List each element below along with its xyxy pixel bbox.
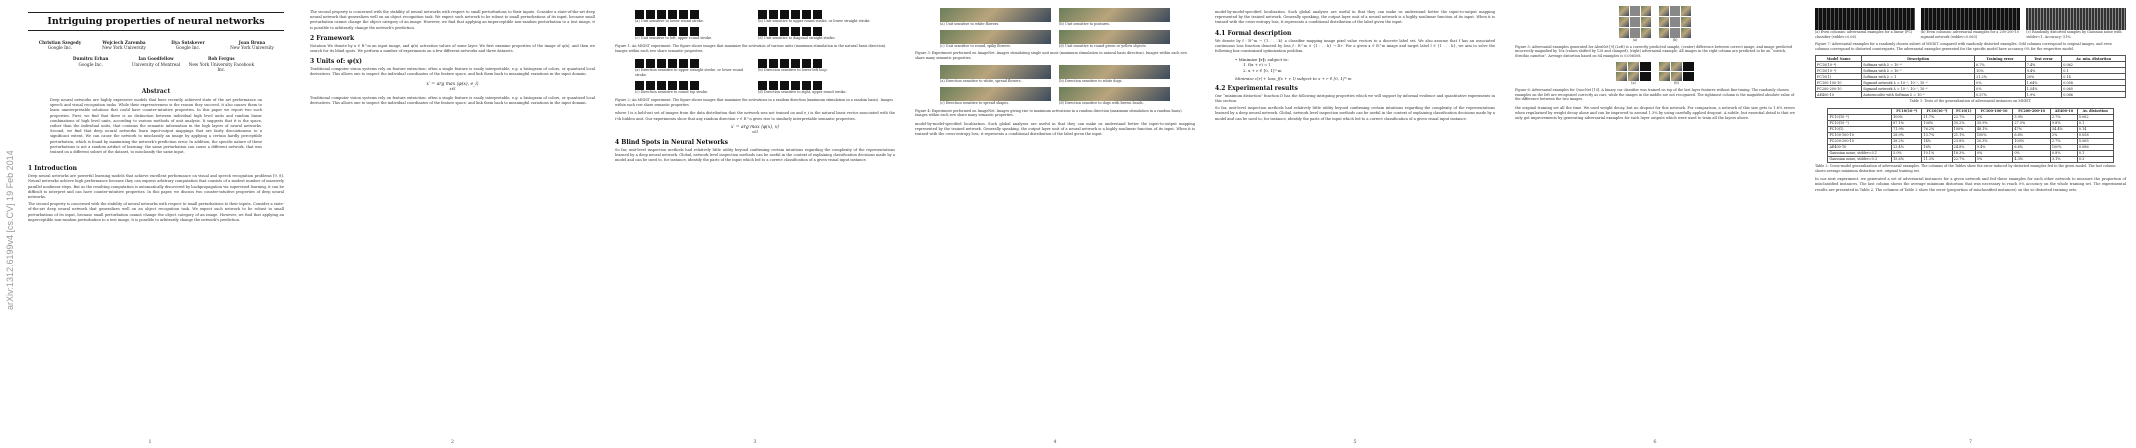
table-cell: Sigmoid network λ = 10⁻⁵, 10⁻⁵, 10⁻⁶ [1862, 86, 1975, 92]
body-text: Our “minimum distortion” function D has the following intriguing properties which we will support by informal evidence and quantitative experiments in this section. [1215, 93, 1495, 104]
image-grid [1616, 62, 1651, 81]
digit-row [758, 10, 875, 19]
table-cell: 0.086 [2077, 144, 2113, 150]
subcaption: (a) [1631, 81, 1636, 86]
table-cell: 1.54% [2025, 86, 2062, 92]
table-cell: FC10(10⁻²) [1828, 120, 1892, 126]
abstract-heading: Abstract [141, 88, 171, 96]
page-7 [1805, 0, 2136, 448]
table-cell: FC100-100-10 [1816, 80, 1862, 86]
column-header: Training error [1975, 56, 2026, 62]
digit-row [635, 27, 752, 36]
image-grid [1619, 6, 1651, 38]
table-cell: 9.4% [2025, 68, 2062, 74]
section-heading: 3 Units of: φ(x) [310, 58, 362, 66]
body-text: So far, unit-level inspection methods had relatively little utility beyond confirming certain intuitions regarding the complexity of the representations learned by a deep neural network. Global, network level inspection methods can be useful in the context of explaining classification decisions made by a model and can be used to, for instance, identify the parts of the input which led to a correct classification of a given visual input instance. [615, 147, 895, 163]
image-grid [940, 65, 1051, 79]
subcaption: (a) Direction sensitive to upper straight stroke, or lower round stroke. [635, 68, 744, 77]
column-header: FC200-200-10 [2013, 108, 2051, 114]
table-cell: 100% [1952, 126, 1975, 132]
table-cell: 0% [1975, 80, 2026, 86]
figure-6 [1515, 62, 1795, 86]
table-cell: 6.6% [2013, 144, 2051, 150]
table-cell: FC10(10⁻⁴) [1828, 114, 1892, 120]
column-header: FC10(1) [1952, 108, 1975, 114]
table-cell: 21.1% [1952, 132, 1975, 138]
image-grid [940, 30, 1051, 44]
figure-caption: Figure 2: An MNIST experiment. The figure shows images that maximize the activations in a random direction (maximum stimulation in a random basis). Images within each row share semantic properties. [615, 98, 893, 107]
figure-caption: Figure 5: Adversarial examples generated for AlexNet [9].(Left) is a correctly predicted sample, (center) difference between correct image, and image predicted incorrectly magnified by 10x (values shifted by 128 and clamped), (right) adversarial example. All images in the right column are predicted to be an “ostrich, Struthio camelus”. Average distortion based on 64 examples is 0.006508. [1515, 44, 1793, 58]
table-cell: 16% [1922, 144, 1952, 150]
table-cell: 71.9% [1892, 126, 1922, 132]
page-number: 6 [1653, 439, 1657, 445]
optimization-problem: • Minimize ‖r‖₂ subject to: 1. f(x + r) = l 2. x + r ∈ [0, 1]^m [1235, 57, 1289, 73]
table-cell: 100% [2013, 138, 2051, 144]
table-cell: AE400-10 [1828, 144, 1892, 150]
subcaption: (b) Direction sensitive to white dogs. [1059, 79, 1123, 84]
table-cell: AE400-10 [1816, 92, 1862, 98]
digit-row [635, 10, 752, 19]
table-cell: 47% [2013, 126, 2051, 132]
subcaption: (a) Unit sensitive to lower round stroke. [635, 19, 704, 23]
subcaption: (d) Direction sensitive to dogs with brown heads. [1059, 100, 1144, 105]
table-row [1828, 156, 2113, 162]
table-cell: 0.3 [2077, 156, 2113, 162]
table-cell: 0% [1975, 86, 2026, 92]
subcaption: (b) [1674, 81, 1679, 86]
table-cell: 0.058 [2062, 80, 2126, 86]
image-grid [1659, 62, 1694, 81]
table-cell: 20.3% [1975, 138, 2013, 144]
page-number: 7 [1968, 439, 1973, 445]
table-cell: 3.1% [2050, 156, 2077, 162]
subcaption: (c) Direction sensitive to spread shapes. [940, 100, 1010, 105]
table-cell: 28.9% [1892, 132, 1922, 138]
abstract-text: Deep neural networks are highly expressive models that have recently achieved state of the art performance on speech and visual recognition tasks. While their expressiveness is the reason they succeed, it also causes them to learn uninterpretable solutions that could have counter-intuitive properties. In this paper we report two such properties. First, we find that there is no distinction between individual high level units and random linear combinations of high level units, according to various methods of unit analysis. It suggests that it is the space, rather than the individual units, that contains the semantic information in the high layers of neural networks. Second, we find that deep neural networks learn input-output mappings that are fairly discontinuous to a significant extent. We can cause the network to misclassify an image by applying a certain hardly perceptible perturbation, which is found by maximizing the network's prediction error. In addition, the specific nature of these perturbations is not a random artifact of learning: the same perturbation can cause a different network, that was trained on a different subset of the dataset, to misclassify the same input. [50, 98, 262, 155]
table-cell: 3.9% [2013, 114, 2051, 120]
table-cell: 0.8% [2050, 150, 2077, 156]
table-2-body [1828, 114, 2113, 162]
column-header: Test error [2025, 56, 2062, 62]
subcaption: (b) Unit sensitive to upper round stroke, or lower straight stroke. [758, 19, 871, 23]
table-cell: 0.062 [2077, 114, 2113, 120]
digit-row [635, 81, 752, 90]
digit-grid [2026, 8, 2126, 30]
table-row [1816, 92, 2126, 98]
table-cell: 27.3% [2013, 120, 2051, 126]
body-text: So far, unit-level inspection methods had relatively little utility beyond confirming certain intuitions regarding the complexity of the representations learned by a deep neural network. Global, network level inspection methods can be useful in the context of explaining classification decisions made by a model and can be used to, for instance, identify the parts of the input which led to a correct classification of a given visual input instance. [1215, 106, 1495, 121]
figure-3 [915, 8, 1195, 48]
author: Ian Goodfellow University of Montreal [131, 56, 181, 67]
table-cell: Sigmoid network λ = 10⁻⁵, 10⁻⁵, 10⁻⁶ [1862, 80, 1975, 86]
table-cell: Gaussian noise, stddev=0.3 [1828, 156, 1892, 162]
author-block-2 [58, 56, 254, 72]
table-cell: 0% [2013, 150, 2051, 156]
figure-2 [615, 59, 895, 94]
table-cell: Autoencoder with Softmax λ = 10⁻⁶ [1862, 92, 1975, 98]
table-cell: FC100-100-10 [1828, 132, 1892, 138]
table-cell: 100% [1892, 114, 1922, 120]
table-2 [1827, 108, 2113, 163]
table-cell: 22.7% [1952, 114, 1975, 120]
table-cell: FC200-200-10 [1828, 138, 1892, 144]
page-4 [905, 0, 1206, 448]
subcaption: (b) Even columns: adversarial examples for a 200-200-10 sigmoid network (stddev=0.063) [1920, 30, 2020, 39]
image-grid [940, 87, 1051, 101]
image-grid [1059, 30, 1170, 44]
table-cell: 20% [2025, 74, 2062, 80]
subcaption: (d) Unit sensitive to diagonal straight stroke. [758, 35, 836, 40]
table-cell: FC10(10⁻²) [1816, 68, 1862, 74]
subcaption: (c) Unit sensitive to round, spiky flowers. [940, 43, 1011, 48]
body-text: We denote by f : R^m → {1 . . . k} a classifier mapping image pixel value vectors to a discrete label set. We also assume that f has an associated continuous loss function denoted by loss_f : R^m × {1 . . . k} → R+. For a given x ∈ R^m image and target label l ∈ {1 . . . k}, we aim to solve the following box-constrained optimization problem. [1215, 38, 1495, 54]
column-header: Av. distortion [2077, 108, 2113, 114]
table-cell: 0.1 [2062, 68, 2126, 74]
author: Wojciech Zaremba New York University [102, 40, 146, 51]
table-cell: 0% [1975, 150, 2013, 156]
table-cell: 1.9% [2025, 92, 2062, 98]
figure-4 [915, 65, 1195, 105]
paper-title: Intriguing properties of neural networks [47, 16, 265, 27]
subcaption: (d) Unit sensitive to round green or yellow objects. [1059, 43, 1147, 48]
figure-7 [1815, 8, 2126, 39]
table-cell: 0.14 [2077, 126, 2113, 132]
equation: x′ = arg max ⟨φ(x), e_i⟩ x∈I [426, 81, 479, 91]
intro-text-2: The second property is concerned with the stability of neural networks with respect to small perturbations to their inputs. Consider a state-of-the-art deep neural network that generalizes well on an object recognition task. We expect such network to be robust to small perturbations of its input, because small perturbation cannot change the object category of an image. However, we find that applying an imperceptible non-random perturbation to a test image, it is possible to arbitrarily change the network's prediction. [28, 202, 284, 222]
column-header: Description [1862, 56, 1975, 62]
digit-row [635, 59, 752, 68]
table-cell: 15.6% [1892, 156, 1922, 162]
digit-grid [1815, 8, 1915, 30]
table-cell: 1.64% [2025, 80, 2062, 86]
figure-caption: Figure 4: Experiment performed on ImageNet. Images giving rise to maximum activations in a random direction (maximum stimulation in a random basis). Images within each row share many semantic properties. [915, 108, 1183, 118]
body-text: In our next experiment, we generated a set of adversarial instances for a given network and fed these examples for each other network to measure the proportion of misclassified instances. The last column shows the average minimum distortion that was necessary to reach 0% accuracy on the whole training set. The experimental results are presented in Table 2. The columns of Table 2 show the error (proportion of misclassified instances) on the so distorted training sets. [1815, 177, 2126, 192]
digit-row [758, 27, 875, 36]
subcaption: (a) Even columns: adversarial examples for a linear (FC) classifier (stddev=0.06) [1815, 30, 1913, 39]
image-grid [1059, 8, 1170, 22]
equation: Minimize c|r| + loss_f(x + r, l) subject to x + r ∈ [0, 1]^m [1235, 75, 1352, 81]
figure-caption: Figure 6: Adversarial examples for QuocNet [10]. A binary car classifier was trained on top of the last layer features without fine-tuning. The randomly chosen examples on the left are recognized correctly as cars, while the images in the middle are not recognized. The rightmost column is the magnified absolute value of the difference between the two images. [1515, 87, 1795, 102]
table-cell: 0.058 [2077, 132, 2113, 138]
table-cell: Softmax with λ = 10⁻⁴ [1862, 62, 1975, 68]
body-text: model-by-model-specified localization. Such global analyses are useful in that they can make us understand better the input-to-output mapping represented by the trained network. Generally speaking, the output layer unit of a neural network is a highly nonlinear function of its input. When it is trained with the cross-entropy loss, it represents a conditional distribution of the label given the input. [1215, 10, 1495, 25]
page-number: 3 [753, 439, 757, 445]
table-cell: 6.7% [1975, 62, 2026, 68]
column-header: Av. min. distortion [2062, 56, 2126, 62]
digit-grid [1921, 8, 2021, 30]
figure-caption: Figure 1: An MNIST experiment. The figure shows images that maximize the activation of various units (maximum stimulation in the natural basis direction). Images within each row share semantic properties. [615, 44, 887, 53]
arxiv-stamp: arXiv:1312.6199v4 [cs.CV] 19 Feb 2014 [5, 150, 15, 310]
body-text: where I is a held-out set of images from the data distribution that the network was not trained on and e_i is the natural basis vector associated with the i-th hidden unit. Our experiments show that any random direction v ∈ R^n gives rise to similarly interpretable semantic properties. [615, 111, 895, 121]
table-cell: 100% [2050, 144, 2077, 150]
table-cell: 9.4% [1975, 144, 2013, 150]
subcaption: (c) Unit sensitive to left, upper round stroke. [635, 35, 713, 40]
column-header: FC100-100-10 [1975, 108, 2013, 114]
column-header: FC10(10⁻⁴) [1892, 108, 1922, 114]
table-cell: 6.6% [2013, 132, 2051, 138]
table-cell: FC200-200-10 [1816, 86, 1862, 92]
image-grid [1059, 87, 1170, 101]
author: Joan Bruna New York University [230, 40, 274, 51]
table-cell: 23.4% [1892, 144, 1922, 150]
page-number: 4 [1053, 439, 1057, 445]
section-heading: 4 Blind Spots in Neural Networks [615, 138, 729, 146]
table-cell: 5% [1975, 156, 2013, 162]
table-cell: 14% [1922, 138, 1952, 144]
author: Ilya Sutskever Google Inc. [171, 40, 205, 51]
table-cell: 38.2% [1892, 138, 1922, 144]
subcaption: (a) [1632, 38, 1638, 42]
table-cell: 7.4% [2025, 62, 2062, 68]
author: Christian Szegedy Google Inc. [38, 40, 82, 51]
table-cell: 35.2% [1952, 120, 1975, 126]
table-caption: Table 1: Tests of the generalization of adversarial instances on MNIST. [1909, 99, 2032, 104]
table-cell: 0.065 [2077, 138, 2113, 144]
figure-5 [1515, 6, 1795, 43]
body-text: Traditional computer vision systems rely on feature extraction: often a single feature is easily interpretable, e.g. a histogram of colors, or quantized local derivatives. This allows one to inspect the individual coordinates of the feature space, and link them back to meaningful variations in the input domain. [310, 67, 595, 77]
table-1 [1815, 55, 2126, 98]
page-1 [0, 0, 301, 448]
equation: x′ = arg max ⟨φ(x), v⟩ x∈I [730, 124, 780, 134]
table-cell: 2.7% [2050, 138, 2077, 144]
digit-row [758, 59, 875, 68]
subcaption: (b) Direction sensitive to lower left loop. [758, 68, 828, 73]
section-heading: 1 Introduction [28, 165, 77, 173]
table-cell: 4.3% [2013, 156, 2051, 162]
table-cell: 76.2% [1922, 126, 1952, 132]
section-heading: 4.1 Formal description [1215, 29, 1292, 37]
table-cell: 5.0% [1892, 150, 1922, 156]
table-cell: 0.062 [2062, 62, 2126, 68]
table-cell: 18.3% [1952, 150, 1975, 156]
page-5 [1205, 0, 1506, 448]
page-2 [300, 0, 606, 448]
table-cell: 48.1% [1975, 126, 2013, 132]
table-cell: 100% [1922, 120, 1952, 126]
section-heading: 4.2 Experimental results [1215, 84, 1298, 92]
table-cell: 13.7% [1922, 132, 1952, 138]
table-cell: Softmax with λ = 1 [1862, 74, 1975, 80]
section-heading: 2 Framework [310, 34, 355, 42]
table-cell: 2.7% [2050, 114, 2077, 120]
table-cell: 21.2% [1975, 74, 2026, 80]
table-cell: 10% [1975, 68, 2026, 74]
table-cell: 11.3% [1922, 156, 1952, 162]
page-number: 5 [1353, 439, 1357, 445]
subcaption: (a) Unit sensitive to white flowers. [940, 22, 1000, 26]
figure-caption: Figure 3: Experiment performed on ImageNet. Images stimulating single unit most (maximum stimulation in natural basis direction). Images within each row share many semantic properties. [915, 51, 1188, 60]
column-header: AE400-10 [2050, 108, 2077, 114]
subcaption: (a) Direction sensitive to white, spread flowers. [940, 79, 1022, 84]
body-text: the original training set all the time. We used weight decay, but no dropout for this network. For comparison, a network of this size gets to 1.6% errors when regularized by weight decay alone and can be improved to around 1.3% by using carefully applied dropout. A subtle, but essential detail is that we only got improvements by generating adversarial examples for each layer outputs which were used to train all the layers above. [1515, 105, 1795, 121]
table-cell: 2% [2050, 132, 2077, 138]
intro-text: Deep neural networks are powerful learning models that achieve excellent performance on visual and speech recognition problems [9, 8]. Neural networks achieve high performance because they can express arbitrary computation that consists of a modest number of massively parallel nonlinear steps. But as the resulting computation is automatically discovered by backpropagation via supervised learning, it can be difficult to interpret and can have counter-intuitive properties. In this paper, we discuss two counter-intuitive properties of deep neural networks. [28, 174, 284, 200]
column-header: Model Name [1816, 56, 1862, 62]
subcaption: (d) Direction sensitive to right, upper round stroke. [758, 89, 847, 94]
table-cell: 0.1 [2077, 150, 2113, 156]
subcaption: (c) Direction sensitive to round top stroke. [635, 89, 709, 94]
table-cell: 10.1% [1922, 150, 1952, 156]
subcaption: (c) Randomly distorted samples by Gaussian noise with stddev=1. Accuracy: 51%. [2026, 30, 2122, 39]
table-cell: 87.1% [1892, 120, 1922, 126]
body-text: Notation We denote by x ∈ R^m an input image, and φ(x) activation values of some layer. We first examine properties of the image of φ(x), and then we search for its blind spots. We perform a number of experiments on a few different networks and three datasets. [310, 43, 595, 54]
table-cell: 23.8% [1952, 138, 1975, 144]
table-cell: FC10(1) [1828, 126, 1892, 132]
table-cell: 9.8% [2050, 120, 2077, 126]
table-cell: 100% [1975, 132, 2013, 138]
page-6 [1505, 0, 1806, 448]
table-cell: 0.57% [1975, 92, 2026, 98]
table-cell: 2% [1975, 114, 2013, 120]
page-number: 1 [148, 439, 152, 445]
table-cell: 0.065 [2062, 86, 2126, 92]
table-cell: 11.7% [1922, 114, 1952, 120]
author-block [28, 40, 284, 50]
author: Dumitru Erhan Google Inc. [72, 56, 109, 67]
table-1-body [1816, 62, 2126, 98]
author: Rob Fergus New York University Facebook Inc. [188, 56, 254, 72]
digit-row [758, 81, 875, 90]
table-caption: Table 2: Cross-model generalization of adversarial examples. The columns of the Tables show the error induced by distorted examples fed to the given model. The last column shows average minimum distortion wrt. original training set. [1815, 163, 2116, 173]
table-cell: FC10(10⁻⁴) [1816, 62, 1862, 68]
body-text: Traditional computer vision systems rely on feature extraction: often a single feature is easily interpretable, e.g. a histogram of colors, or quantized local derivatives. This allows one to inspect the individual coordinates of the feature space, and link them back to meaningful variations in the input domain. [310, 95, 595, 105]
table-cell: 35.9% [1975, 120, 2013, 126]
column-header: FC10(10⁻²) [1922, 108, 1952, 114]
figure-caption: Figure 7: Adversarial examples for a randomly chosen subset of MNIST compared with randomly distorted examples. Odd columns correspond to original images, and even columns correspond to distorted counterparts. The adversarial examples generated for the specific model have accuracy 0% for the respective model. [1815, 42, 2112, 51]
table-cell: 22.7% [1952, 156, 1975, 162]
figure-1 [615, 10, 895, 40]
subcaption: (b) [1672, 38, 1678, 42]
table-cell: 0.1 [2077, 120, 2113, 126]
body-text: The second property is concerned with the stability of neural networks with respect to small perturbations to their inputs. Consider a state-of-the-art deep neural network that generalizes well on an object recognition task. We expect such network to be robust to small perturbations of its input, because small perturbation cannot change the object category of an image. However, we find that applying an imperceptible non-random perturbation to a test image, it is possible to arbitrarily change the network's prediction. [310, 10, 595, 30]
page-number: 2 [450, 439, 455, 445]
table-cell: 24.8% [1952, 144, 1975, 150]
image-grid [1659, 6, 1691, 38]
body-text: model-by-model-specified localization. Such global analyses are useful in that they can make us understand better the input-to-output mapping represented by the trained network. Generally speaking, the output layer unit of a neural network is a highly nonlinear function of its input. When it is trained with the cross-entropy loss, it represents a conditional distribution of the label given the input. [915, 121, 1195, 137]
table-cell: Softmax with λ = 10⁻² [1862, 68, 1975, 74]
table-cell: Gaussian noise, stddev=0.1 [1828, 150, 1892, 156]
table-cell: 0.14 [2062, 74, 2126, 80]
subcaption: (b) Unit sensitive to postures. [1059, 22, 1111, 26]
page-3 [605, 0, 906, 448]
table-cell: 0.086 [2062, 92, 2126, 98]
image-grid [1059, 65, 1170, 79]
table-cell: 34.4% [2050, 126, 2077, 132]
table-cell: FC10(1) [1816, 74, 1862, 80]
image-grid [940, 8, 1051, 22]
